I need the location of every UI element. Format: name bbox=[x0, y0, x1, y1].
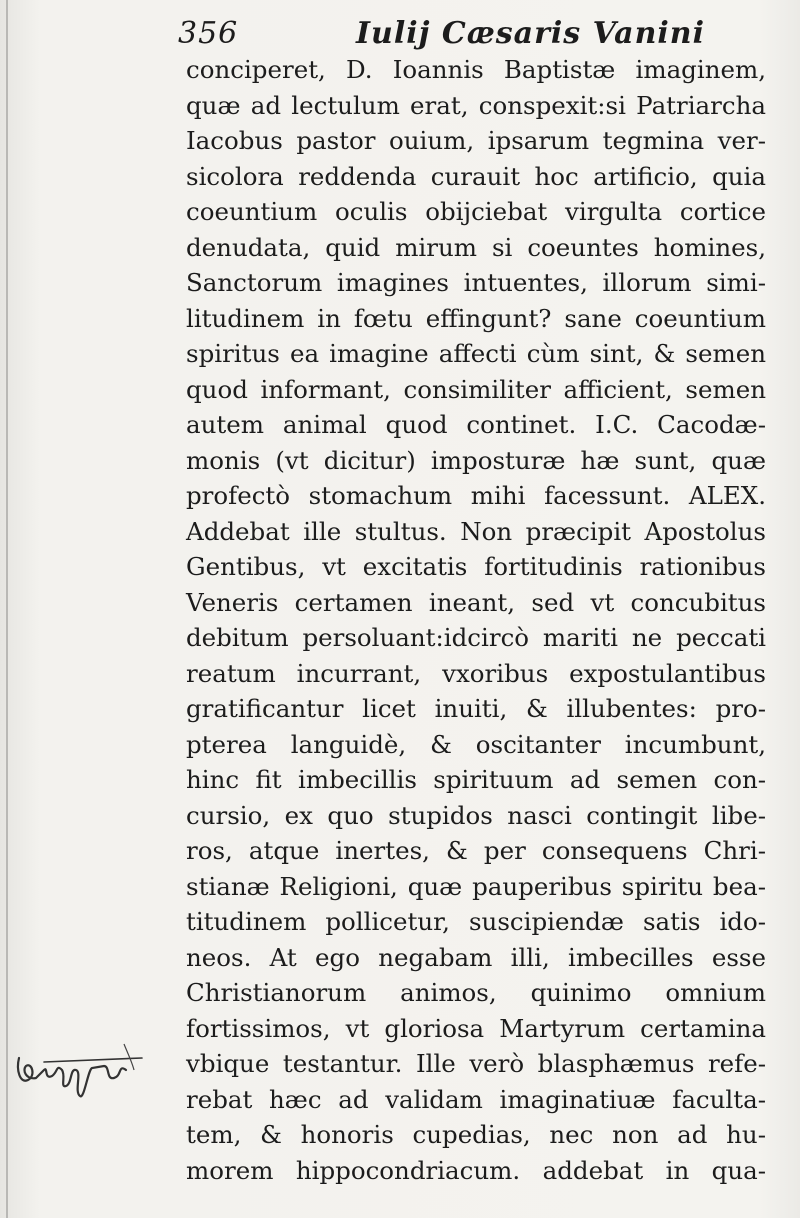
page-edge bbox=[6, 0, 8, 1218]
text-line: litudinem in fœtu effingunt? sane coeuntium bbox=[186, 303, 766, 333]
text-line: rebat hæc ad validam imaginatiuæ faculta- bbox=[186, 1084, 766, 1114]
text-line: profectò stomachum mihi facessunt. ALEX. bbox=[186, 481, 766, 510]
text-line: debitum persoluant:idcircò mariti ne peccati bbox=[186, 623, 766, 652]
text-line: quæ ad lectulum erat, conspexit:si Patriarcha bbox=[186, 90, 766, 120]
text-line: fortissimos, vt gloriosa Martyrum certamina bbox=[186, 1013, 766, 1043]
text-line: vbique testantur. Ille verò blasphæmus refe- bbox=[186, 1049, 766, 1078]
text-line: Christianorum animos, quinimo omnium bbox=[186, 978, 766, 1007]
text-line: gratificantur licet inuiti, & illubentes: pro- bbox=[186, 694, 766, 723]
handwritten-margin-note bbox=[14, 1040, 144, 1110]
handwriting-scribble-icon bbox=[14, 1040, 144, 1110]
text-line: morem hippocondriacum. addebat in qua- bbox=[186, 1155, 766, 1185]
text-line: stianæ Religioni, quæ pauperibus spiritu bea- bbox=[186, 871, 766, 901]
text-line: Veneris certamen ineant, sed vt concubitus bbox=[186, 587, 766, 617]
text-line: denudata, quid mirum si coeuntes homines, bbox=[186, 232, 766, 262]
running-head: Iulij Cæsaris Vanini bbox=[356, 16, 706, 51]
text-line: coeuntium oculis obijciebat virgulta cortice bbox=[186, 197, 766, 226]
page-header bbox=[178, 14, 758, 54]
page-number: 356 bbox=[178, 16, 239, 51]
text-line: Iacobus pastor ouium, ipsarum tegmina ver- bbox=[186, 126, 766, 155]
text-line: titudinem pollicetur, suscipiendæ satis ido- bbox=[186, 907, 766, 936]
body-text bbox=[186, 52, 766, 1188]
text-line: sicolora reddenda curauit hoc artificio, quia bbox=[186, 161, 766, 191]
text-line: reatum incurrant, vxoribus expostulantibus bbox=[186, 658, 766, 688]
text-line: Addebat ille stultus. Non præcipit Apostolus bbox=[186, 516, 766, 546]
text-line: monis (vt dicitur) imposturæ hæ sunt, quæ bbox=[186, 445, 766, 475]
text-line: neos. At ego negabam illi, imbecilles esse bbox=[186, 942, 766, 972]
text-line: pterea languidè, & oscitanter incumbunt, bbox=[186, 729, 766, 759]
text-line: spiritus ea imagine affecti cùm sint, & semen bbox=[186, 339, 766, 368]
text-line: quod informant, consimiliter afficient, semen bbox=[186, 374, 766, 404]
text-line: conciperet, D. Ioannis Baptistæ imaginem, bbox=[186, 55, 766, 84]
text-line: tem, & honoris cupedias, nec non ad hu- bbox=[186, 1120, 766, 1149]
text-line: cursio, ex quo stupidos nasci contingit libe- bbox=[186, 800, 766, 830]
text-line: autem animal quod continet. I.C. Cacodæ- bbox=[186, 410, 766, 439]
text-line: hinc fit imbecillis spirituum ad semen con- bbox=[186, 765, 766, 794]
text-line: ros, atque inertes, & per consequens Chri- bbox=[186, 836, 766, 865]
text-line: Gentibus, vt excitatis fortitudinis rationibus bbox=[186, 552, 766, 581]
text-line: Sanctorum imagines intuentes, illorum simi- bbox=[186, 268, 766, 297]
